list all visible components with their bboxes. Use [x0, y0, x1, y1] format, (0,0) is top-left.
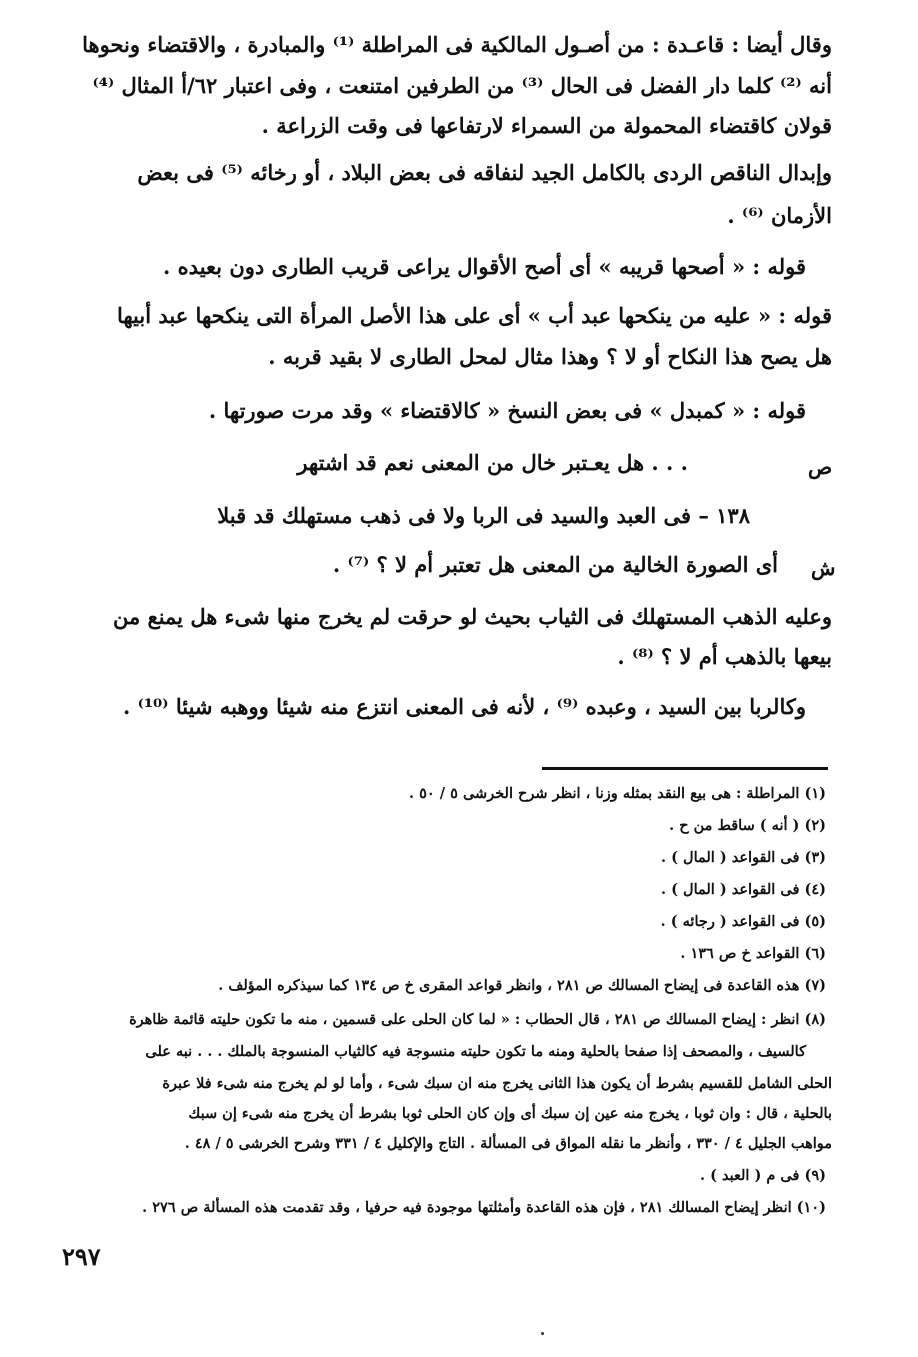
body-line-1: وقال أيضا : قاعـدة : من أصـول المالكية فى المراطلة ⁽¹⁾ والمبادرة ، والاقتضاء ونحوها [82, 32, 832, 57]
footnote-2: (٢) ( أنه ) ساقط من ح . [669, 817, 826, 834]
verse-marker-sad: ص [808, 455, 833, 479]
footnote-7: (٧) هذه القاعدة فى إيضاح المسالك ص ٢٨١ ، وانظر قواعد المقرى خ ص ١٣٤ كما سيذكره المؤلف . [218, 977, 826, 994]
body-line-2: أنه ⁽²⁾ كلما دار الفضل فى الحال ⁽³⁾ من الطرفين امتنعت ، وفى اعتبار ٦٢/أ المثال ⁽⁴⁾ [92, 73, 832, 98]
footnote-separator [542, 767, 828, 770]
footnote-4: (٤) فى القواعد ( المال ) . [661, 881, 826, 898]
footnote-10: (١٠) انظر إيضاح المسالك ٢٨١ ، فإن هذه القاعدة وأمثلتها موجودة فيه حرفيا ، وقد تقدمت هذه المسألة ص ٢٧٦ . [142, 1199, 826, 1216]
footnote-1: (١) المراطلة : هى بيع النقد بمثله وزنا ، انظر شرح الخرشى ٥ / ٥٠ . [409, 785, 826, 802]
commentary-marker-shin: ش [811, 556, 836, 580]
footnote-8: (٨) انظر : إيضاح المسالك ص ٢٨١ ، قال الحطاب : « لما كان الحلى على قسمين ، منه ما تكون حليته قائمة ظاهرة [129, 1011, 826, 1028]
footnote-5: (٥) فى القواعد ( رجائه ) . [660, 913, 826, 930]
page-number: ٢٩٧ [62, 1242, 101, 1271]
footnote-8-cont-4: مواهب الجليل ٤ / ٣٣٠ ، وأنظر ما نقله المواق فى المسألة . التاج والإكليل ٤ / ٣٣١ وشرح الخرشى ٥ / ٤٨ . [184, 1135, 832, 1152]
footnote-3: (٣) فى القواعد ( المال ) . [661, 849, 826, 866]
footnote-6: (٦) القواعد خ ص ١٣٦ . [680, 945, 826, 962]
footnote-8-cont-3: بالحلية ، قال : وان ثوبا ، يخرج منه عين إن سبك أى وإن كان الحلى ثوبا بشرط أن يخرج منه شىء إن سبك [188, 1105, 832, 1122]
body-line-10: وعليه الذهب المستهلك فى الثياب بحيث لو حرقت لم يخرج منها شىء هل يمنع من [112, 604, 832, 629]
footnote-8-cont-1: كالسيف ، والمصحف إذا صفحا بالحلية ومنه ما تكون حليته منسوجة فيه كالثياب المنسوجة بالملك . . . نبه على [145, 1043, 806, 1060]
verse-line-2: ١٣٨ – فى العبد والسيد فى الربا ولا فى ذهب مستهلك قد قبلا [217, 503, 750, 528]
commentary-line: أى الصورة الخالية من المعنى هل تعتبر أم لا ؟ ⁽⁷⁾ . [332, 552, 778, 577]
body-line-4: وإبدال الناقص الردى بالكامل الجيد لنفاقه فى بعض البلاد ، أو رخائه ⁽⁵⁾ فى بعض [137, 160, 832, 185]
footnote-9: (٩) فى م ( العبد ) . [699, 1167, 826, 1184]
body-line-5: الأزمان ⁽⁶⁾ . [727, 203, 832, 228]
body-line-3: قولان كاقتضاء المحمولة من السمراء لارتفاعها فى وقت الزراعة . [261, 113, 832, 138]
scan-speck [541, 1332, 544, 1335]
body-line-6: قوله : « أصحها قريبه » أى أصح الأقوال يراعى قريب الطارى دون بعيده . [163, 254, 806, 279]
body-line-8: هل يصح هذا النكاح أو لا ؟ وهذا مثال لمحل الطارى لا بقيد قربه . [268, 344, 832, 369]
body-line-9: قوله : « كمبدل » فى بعض النسخ « كالاقتضاء » وقد مرت صورتها . [208, 398, 806, 423]
footnote-8-cont-2: الحلى الشامل للقسيم بشرط أن يكون هذا الثانى يخرج منه ان سبك شىء ، وأما لو لم يخرج منه شىء فلا عبرة [162, 1075, 832, 1092]
body-line-11: بيعها بالذهب أم لا ؟ ⁽⁸⁾ . [617, 644, 832, 669]
body-line-12: وكالربا بين السيد ، وعبده ⁽⁹⁾ ، لأنه فى المعنى انتزع منه شيئا ووهبه شيئا ⁽¹⁰⁾ . [122, 694, 806, 719]
body-line-7: قوله : « عليه من ينكحها عبد أب » أى على هذا الأصل المرأة التى ينكحها عبد أبيها [116, 303, 832, 328]
verse-line-1: . . . هل يعـتبر خال من المعنى نعم قد اشتهر [297, 450, 688, 475]
